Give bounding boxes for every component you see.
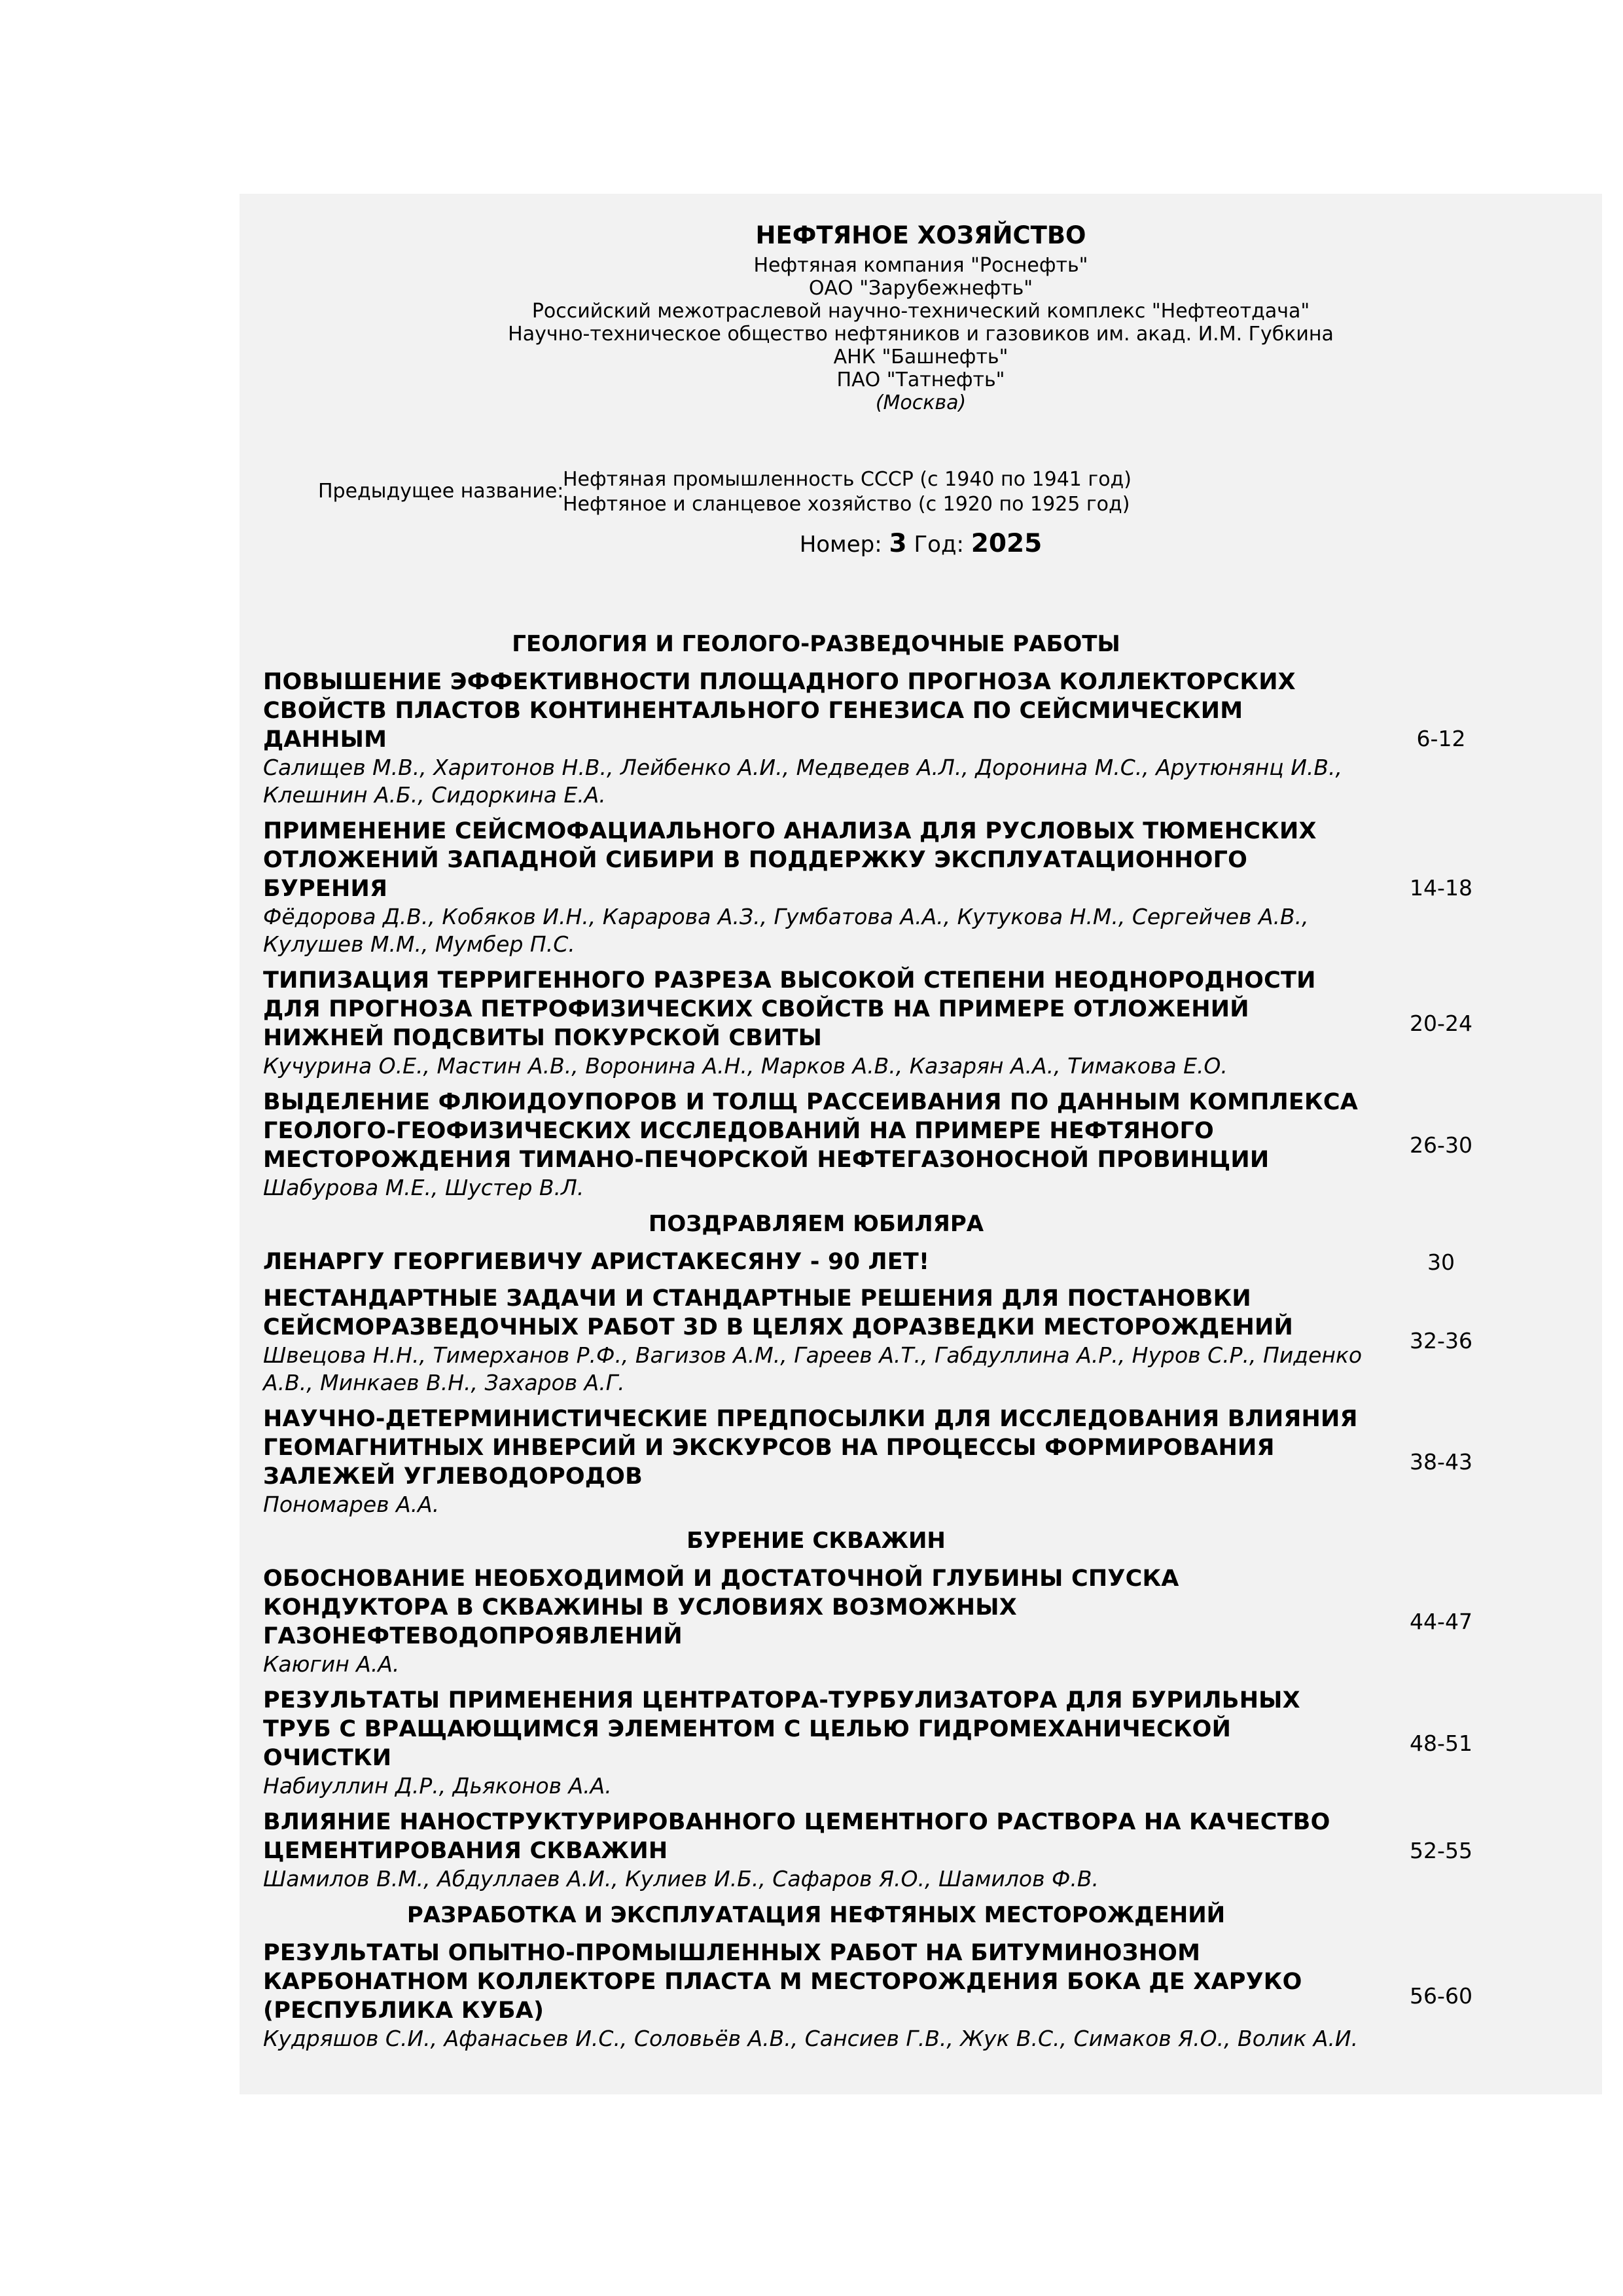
article-pages: 56-60	[1410, 1982, 1472, 2009]
issue-year: 2025	[971, 529, 1043, 558]
article-pages: 30	[1427, 1249, 1455, 1275]
article-pages: 26-30	[1410, 1132, 1472, 1158]
article-title[interactable]: РЕЗУЛЬТАТЫ ОПЫТНО-ПРОМЫШЛЕННЫХ РАБОТ НА БИТУМИНОЗНОМ КАРБОНАТНОМ КОЛЛЕКТОРЕ ПЛАСТА М МЕСТОРОЖДЕНИЯ БОКА ДЕ ХАРУКО (РЕСПУБЛИКА КУБА)	[263, 1940, 1302, 2024]
article-title[interactable]: НЕСТАНДАРТНЫЕ ЗАДАЧИ И СТАНДАРТНЫЕ РЕШЕНИЯ ДЛЯ ПОСТАНОВКИ СЕЙСМОРАЗВЕДОЧНЫХ РАБОТ 3D В ЦЕЛЯХ ДОРАЗВЕДКИ МЕСТОРОЖДЕНИЙ	[263, 1285, 1293, 1340]
article-pages: 20-24	[1410, 1010, 1472, 1036]
issue-info	[240, 529, 1602, 558]
section-heading: РАЗРАБОТКА И ЭКСПЛУАТАЦИЯ НЕФТЯНЫХ МЕСТОРОЖДЕНИЙ	[406, 1902, 1226, 1928]
article-authors: Каюгин А.А.	[263, 1651, 400, 1677]
article-authors: Набиуллин Д.Р., Дьяконов А.А.	[263, 1773, 612, 1799]
article-title[interactable]: ВЫДЕЛЕНИЕ ФЛЮИДОУПОРОВ И ТОЛЩ РАССЕИВАНИЯ ПО ДАННЫМ КОМПЛЕКСА ГЕОЛОГО-ГЕОФИЗИЧЕСКИХ ИССЛЕДОВАНИЙ НА ПРИМЕРЕ НЕФТЯНОГО МЕСТОРОЖДЕНИЯ ТИМАНО-ПЕЧОРСКОЙ НЕФТЕГАЗОНОСНОЙ ПРОВИНЦИИ	[263, 1089, 1359, 1173]
article-title[interactable]: ЛЕНАРГУ ГЕОРГИЕВИЧУ АРИСТАКЕСЯНУ - 90 ЛЕТ!	[263, 1249, 930, 1275]
publisher-item: АНК "Башнефть"	[833, 346, 1008, 368]
article-entry[interactable]	[263, 1808, 1602, 1893]
article-authors: Фёдорова Д.В., Кобяков И.Н., Караровa А.З., Гумбатова А.А., Кутукова Н.М., Сергейчев А.В., Кулушев М.М., Мумбер П.С.	[263, 904, 1309, 957]
article-pages: 32-36	[1410, 1327, 1472, 1354]
table-of-contents	[263, 626, 1602, 2060]
year-label: Год:	[914, 531, 964, 558]
article-title[interactable]: ПРИМЕНЕНИЕ СЕЙСМОФАЦИАЛЬНОГО АНАЛИЗА ДЛЯ РУСЛОВЫХ ТЮМЕНСКИХ ОТЛОЖЕНИЙ ЗАПАДНОЙ СИБИРИ В ПОДДЕРЖКУ ЭКСПЛУАТАЦИОННОГО БУРЕНИЯ	[263, 818, 1317, 902]
journal-title: НЕФТЯНОЕ ХОЗЯЙСТВО	[755, 221, 1086, 249]
publisher-list	[240, 254, 1602, 414]
article-pages: 52-55	[1410, 1837, 1472, 1863]
issue-label: Номер:	[799, 531, 882, 558]
publisher-item: Российский межотраслевой научно-технический комплекс "Нефтеотдача"	[531, 300, 1310, 323]
section-heading: ПОЗДРАВЛЯЕМ ЮБИЛЯРА	[648, 1211, 984, 1237]
article-authors: Шабурова М.Е., Шустер В.Л.	[263, 1175, 584, 1200]
article-authors: Швецова Н.Н., Тимерханов Р.Ф., Вагизов А.М., Гареев А.Т., Габдуллина А.Р., Нуров С.Р., Пиденко А.В., Минкаев В.Н., Захаров А.Г.	[263, 1342, 1363, 1395]
previous-names-list	[563, 467, 1132, 517]
issue-contents-panel	[240, 194, 1602, 2094]
section-heading: БУРЕНИЕ СКВАЖИН	[687, 1528, 946, 1554]
journal-city: (Москва)	[875, 391, 967, 414]
article-entry[interactable]	[263, 1939, 1602, 2053]
article-authors: Салищев М.В., Харитонов Н.В., Лейбенко А.И., Медведев А.Л., Доронина М.С., Арутюнянц И.В., Клешнин А.Б., Сидоркина Е.А.	[263, 755, 1343, 808]
article-title[interactable]: ПОВЫШЕНИЕ ЭФФЕКТИВНОСТИ ПЛОЩАДНОГО ПРОГНОЗА КОЛЛЕКТОРСКИХ СВОЙСТВ ПЛАСТОВ КОНТИНЕНТАЛЬНОГО ГЕНЕЗИСА ПО СЕЙСМИЧЕСКИМ ДАННЫМ	[263, 669, 1296, 753]
article-title[interactable]: ТИПИЗАЦИЯ ТЕРРИГЕННОГО РАЗРЕЗА ВЫСОКОЙ СТЕПЕНИ НЕОДНОРОДНОСТИ ДЛЯ ПРОГНОЗА ПЕТРОФИЗИЧЕСКИХ СВОЙСТВ НА ПРИМЕРЕ ОТЛОЖЕНИЙ НИЖНЕЙ ПОДСВИТЫ ПОКУРСКОЙ СВИТЫ	[263, 967, 1316, 1051]
article-entry[interactable]	[263, 817, 1602, 958]
article-pages: 38-43	[1410, 1448, 1472, 1475]
article-entry[interactable]	[263, 1686, 1602, 1800]
article-pages: 6-12	[1416, 725, 1466, 751]
section-heading: ГЕОЛОГИЯ И ГЕОЛОГО-РАЗВЕДОЧНЫЕ РАБОТЫ	[512, 631, 1120, 657]
article-pages: 14-18	[1410, 874, 1472, 901]
article-title[interactable]: РЕЗУЛЬТАТЫ ПРИМЕНЕНИЯ ЦЕНТРАТОРА-ТУРБУЛИЗАТОРА ДЛЯ БУРИЛЬНЫХ ТРУБ С ВРАЩАЮЩИМСЯ ЭЛЕМЕНТОМ С ЦЕЛЬЮ ГИДРОМЕХАНИЧЕСКОЙ ОЧИСТКИ	[263, 1687, 1300, 1771]
issue-number: 3	[889, 529, 907, 558]
article-authors: Кудряшов С.И., Афанасьев И.С., Соловьёв А.В., Сансиев Г.В., Жук В.С., Симаков Я.О., Волик А.И.	[263, 2026, 1359, 2051]
publisher-item: Нефтяная компания "Роснефть"	[753, 254, 1088, 277]
article-authors: Пономарев А.А.	[263, 1492, 440, 1517]
article-authors: Шамилов В.М., Абдуллаев А.И., Кулиев И.Б., Сафаров Я.О., Шамилов Ф.В.	[263, 1866, 1099, 1892]
article-title[interactable]: ОБОСНОВАНИЕ НЕОБХОДИМОЙ И ДОСТАТОЧНОЙ ГЛУБИНЫ СПУСКА КОНДУКТОРА В СКВАЖИНЫ В УСЛОВИЯХ ВОЗМОЖНЫХ ГАЗОНЕФТЕВОДОПРОЯВЛЕНИЙ	[263, 1566, 1179, 1649]
previous-names-label: Предыдущее название:	[318, 480, 564, 503]
article-title[interactable]: НАУЧНО-ДЕТЕРМИНИСТИЧЕСКИЕ ПРЕДПОСЫЛКИ ДЛЯ ИССЛЕДОВАНИЯ ВЛИЯНИЯ ГЕОМАГНИТНЫХ ИНВЕРСИЙ И ЭКСКУРСОВ НА ПРОЦЕССЫ ФОРМИРОВАНИЯ ЗАЛЕЖЕЙ УГЛЕВОДОРОДОВ	[263, 1406, 1358, 1490]
article-entry[interactable]	[263, 1564, 1602, 1678]
article-entry[interactable]	[263, 1284, 1602, 1397]
publisher-item: ОАО "Зарубежнефть"	[808, 277, 1033, 300]
article-entry[interactable]	[263, 1088, 1602, 1202]
article-pages: 48-51	[1410, 1730, 1472, 1756]
previous-name: Нефтяная промышленность СССР (с 1940 по 1941 год)	[563, 468, 1132, 491]
publisher-item: Научно-техническое общество нефтяников и газовиков им. акад. И.М. Губкина	[508, 323, 1334, 346]
article-entry[interactable]	[263, 966, 1602, 1080]
article-entry[interactable]	[263, 1247, 1602, 1276]
publisher-item: ПАО "Татнефть"	[836, 368, 1005, 391]
article-pages: 44-47	[1410, 1608, 1472, 1634]
article-entry[interactable]	[263, 668, 1602, 809]
article-authors: Кучурина О.Е., Мастин А.В., Воронина А.Н., Марков А.В., Казарян А.А., Тимакова Е.О.	[263, 1053, 1228, 1079]
previous-name: Нефтяное и сланцевое хозяйство (с 1920 по 1925 год)	[563, 493, 1130, 516]
article-entry[interactable]	[263, 1405, 1602, 1518]
article-title[interactable]: ВЛИЯНИЕ НАНОСТРУКТУРИРОВАННОГО ЦЕМЕНТНОГО РАСТВОРА НА КАЧЕСТВО ЦЕМЕНТИРОВАНИЯ СКВАЖИН	[263, 1809, 1330, 1864]
